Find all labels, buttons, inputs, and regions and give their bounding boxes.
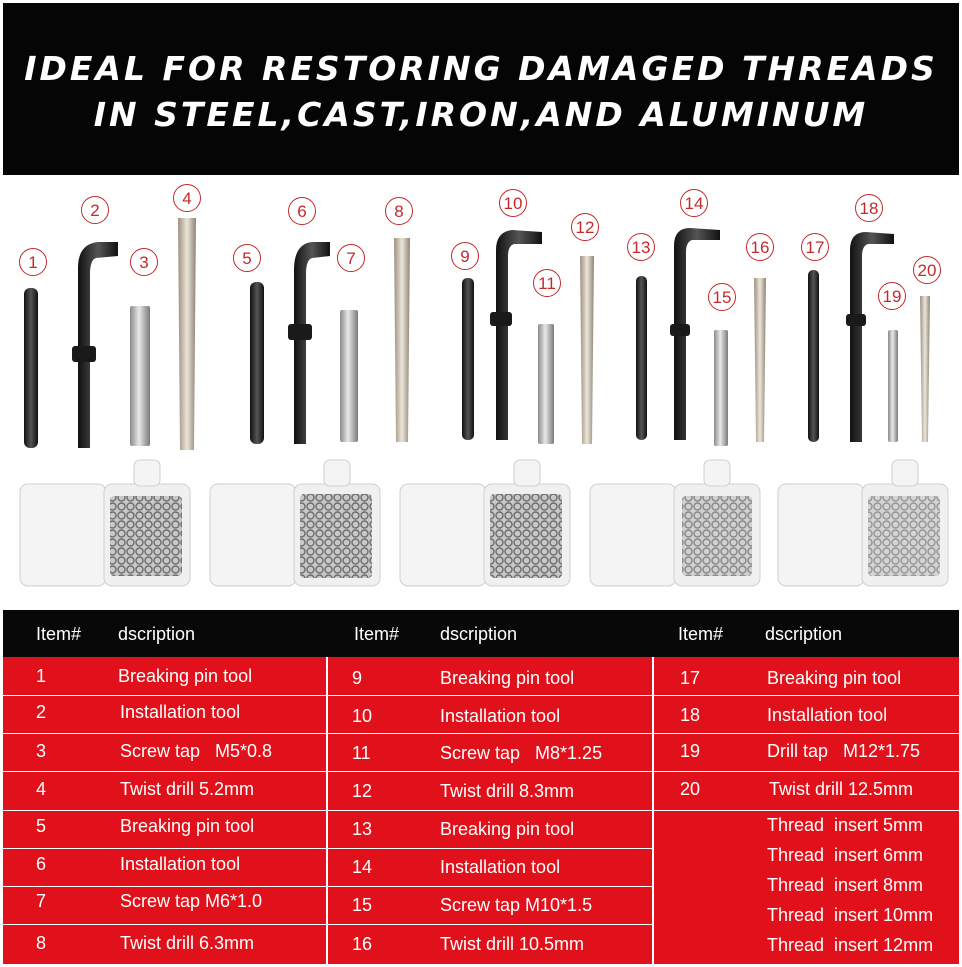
insert-10mm: Thread insert 10mm bbox=[767, 905, 934, 925]
breaking-pin-tool-9 bbox=[462, 278, 474, 440]
installation-tool-2 bbox=[78, 242, 118, 448]
tool-number-2: 2 bbox=[81, 196, 109, 224]
drill-tap-19 bbox=[888, 330, 898, 442]
insert-5mm: Thread insert 5mm bbox=[767, 815, 924, 835]
tool-number-5: 5 bbox=[233, 244, 261, 272]
header-desc-1: dscription bbox=[118, 624, 196, 644]
table-row: 12 Twist drill 8.3mm bbox=[328, 772, 652, 810]
table-row: 1 Breaking pin tool bbox=[3, 657, 326, 695]
screw-tap-3 bbox=[130, 306, 150, 446]
tool-number-7: 7 bbox=[337, 244, 365, 272]
table-column-1 bbox=[3, 657, 326, 964]
installation-tool-18 bbox=[850, 232, 894, 442]
tool-group-5 bbox=[808, 232, 930, 442]
tool-group-4 bbox=[636, 228, 766, 446]
tool-number-19: 19 bbox=[878, 282, 906, 310]
table-row: 9 Breaking pin tool bbox=[328, 657, 652, 695]
installation-tool-10 bbox=[496, 230, 542, 440]
twist-drill-12 bbox=[580, 256, 594, 444]
header-desc-3: dscription bbox=[765, 624, 843, 644]
screw-tap-7 bbox=[340, 310, 358, 442]
table-row: 2 Installation tool bbox=[3, 696, 326, 733]
insert-12mm: Thread insert 12mm bbox=[767, 935, 934, 955]
thread-inserts-cell bbox=[654, 811, 959, 964]
table-row: 5 Breaking pin tool bbox=[3, 811, 326, 848]
parts-table bbox=[3, 610, 959, 964]
header-desc-2: dscription bbox=[440, 624, 518, 644]
tool-number-11: 11 bbox=[533, 269, 561, 297]
twist-drill-8 bbox=[394, 238, 410, 442]
table-row: 11 Screw tap M8*1.25 bbox=[328, 734, 652, 771]
tool-group-3 bbox=[462, 230, 594, 444]
table-row: 6 Installation tool bbox=[3, 849, 326, 886]
insert-box-8mm bbox=[400, 460, 570, 586]
table-row: 19 Drill tap M12*1.75 bbox=[654, 734, 959, 771]
tool-number-14: 14 bbox=[680, 189, 708, 217]
tool-number-17: 17 bbox=[801, 233, 829, 261]
tool-number-15: 15 bbox=[708, 283, 736, 311]
tools-illustration bbox=[0, 178, 962, 608]
table-row: 10 Installation tool bbox=[328, 696, 652, 733]
table-row: 8 Twist drill 6.3mm bbox=[3, 925, 326, 964]
tool-number-12: 12 bbox=[571, 213, 599, 241]
table-row: 15 Screw tap M10*1.5 bbox=[328, 887, 652, 924]
twist-drill-20 bbox=[920, 296, 930, 442]
breaking-pin-tool-17 bbox=[808, 270, 819, 442]
tool-number-16: 16 bbox=[746, 233, 774, 261]
table-row: 16 Twist drill 10.5mm bbox=[328, 925, 652, 964]
table-row: 17 Breaking pin tool bbox=[654, 657, 959, 695]
header-item-2: Item# bbox=[354, 624, 400, 644]
table-row: 14 Installation tool bbox=[328, 849, 652, 886]
table-header bbox=[3, 610, 959, 657]
table-row: 3 Screw tap M5*0.8 bbox=[3, 734, 326, 771]
twist-drill-16 bbox=[754, 278, 766, 442]
tool-number-6: 6 bbox=[288, 197, 316, 225]
title-banner bbox=[3, 3, 959, 175]
insert-box-10mm bbox=[590, 460, 760, 586]
insert-box-12mm bbox=[778, 460, 948, 586]
table-row: 20 Twist drill 12.5mm bbox=[654, 772, 959, 810]
tool-number-10: 10 bbox=[499, 189, 527, 217]
table-column-2 bbox=[328, 657, 652, 964]
breaking-pin-tool-1 bbox=[24, 288, 38, 448]
twist-drill-4 bbox=[178, 218, 196, 450]
breaking-pin-tool-5 bbox=[250, 282, 264, 444]
insert-8mm: Thread insert 8mm bbox=[767, 875, 924, 895]
tool-number-20: 20 bbox=[913, 256, 941, 284]
installation-tool-6 bbox=[294, 242, 330, 444]
screw-tap-15 bbox=[714, 330, 728, 446]
screw-tap-11 bbox=[538, 324, 554, 444]
banner-line-1: IDEAL FOR RESTORING DAMAGED THREADS bbox=[24, 49, 938, 88]
table-row: 13 Breaking pin tool bbox=[328, 811, 652, 848]
table-row: 4 Twist drill 5.2mm bbox=[3, 772, 326, 810]
tool-group-1 bbox=[24, 218, 196, 450]
header-item-1: Item# bbox=[36, 624, 82, 644]
tool-number-3: 3 bbox=[130, 248, 158, 276]
insert-box-6mm bbox=[210, 460, 380, 586]
tool-number-4: 4 bbox=[173, 184, 201, 212]
table-row: 7 Screw tap M6*1.0 bbox=[3, 887, 326, 924]
banner-line-2: IN STEEL,CAST,IRON,AND ALUMINUM bbox=[93, 95, 869, 134]
tool-number-13: 13 bbox=[627, 233, 655, 261]
insert-6mm: Thread insert 6mm bbox=[767, 845, 924, 865]
table-column-3 bbox=[654, 657, 959, 964]
tool-number-18: 18 bbox=[855, 194, 883, 222]
table-row: 18 Installation tool bbox=[654, 696, 959, 733]
tool-group-2 bbox=[250, 238, 410, 444]
tool-number-1: 1 bbox=[19, 248, 47, 276]
tool-number-8: 8 bbox=[385, 197, 413, 225]
tool-number-9: 9 bbox=[451, 242, 479, 270]
insert-box-5mm bbox=[20, 460, 190, 586]
breaking-pin-tool-13 bbox=[636, 276, 647, 440]
header-item-3: Item# bbox=[678, 624, 724, 644]
